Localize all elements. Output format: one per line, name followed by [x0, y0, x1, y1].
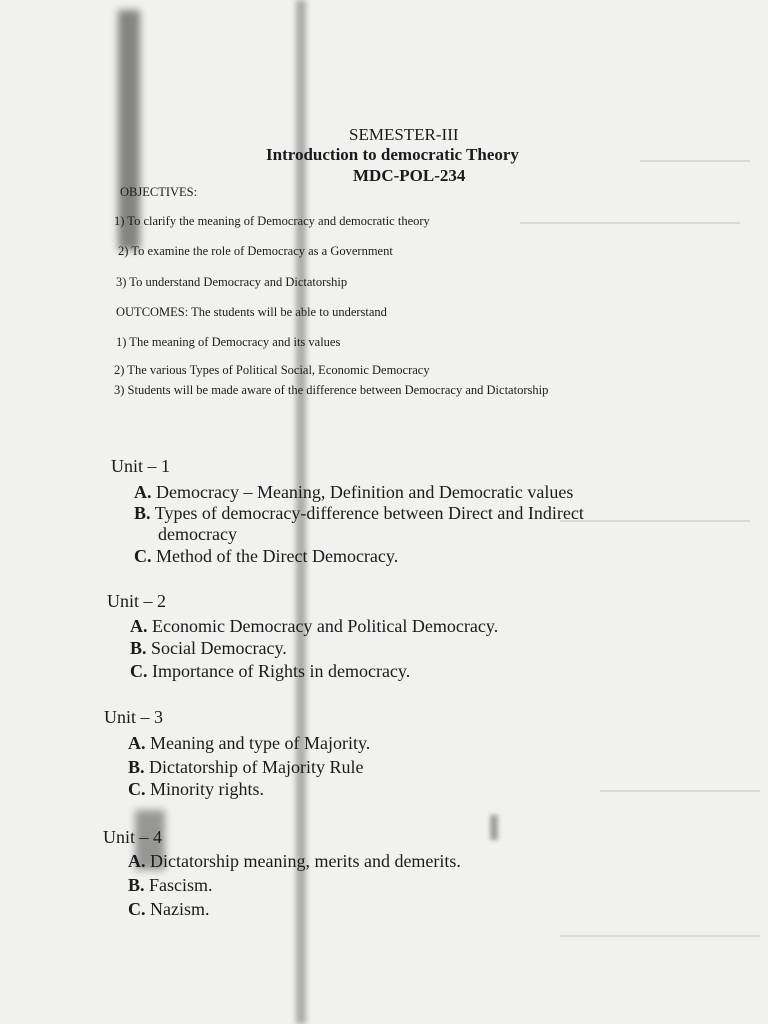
course-title: Introduction to democratic Theory — [266, 145, 519, 164]
unit-item — [128, 757, 363, 778]
item-letter: A. — [134, 482, 152, 502]
item-letter: C. — [130, 661, 148, 681]
objective-item: 3) To understand Democracy and Dictatorship — [116, 275, 348, 289]
item-letter: C. — [128, 779, 146, 799]
item-text: Minority rights. — [150, 779, 265, 799]
unit-item — [128, 875, 213, 896]
scan-streak — [560, 935, 760, 937]
objectives-heading: OBJECTIVES: — [120, 185, 198, 199]
objective-item: 2) To examine the role of Democracy as a Government — [118, 244, 393, 258]
scan-streak — [600, 790, 760, 792]
item-text: Importance of Rights in democracy. — [152, 661, 411, 681]
unit-title: Unit – 2 — [107, 591, 167, 611]
item-letter: B. — [128, 875, 145, 895]
item-text: Dictatorship of Majority Rule — [149, 757, 364, 777]
objective-item: 1) To clarify the meaning of Democracy and democratic theory — [114, 214, 430, 228]
unit-item — [134, 546, 398, 567]
outcome-item: 1) The meaning of Democracy and its values — [116, 335, 341, 349]
item-text: Economic Democracy and Political Democracy. — [152, 616, 499, 636]
unit-title: Unit – 1 — [111, 456, 171, 476]
unit-item — [128, 899, 209, 920]
item-text: Fascism. — [149, 875, 213, 895]
scan-streak — [560, 520, 750, 522]
item-text: Types of democracy-difference between Direct and Indirect — [154, 503, 584, 523]
unit-item — [128, 733, 370, 754]
unit-title: Unit – 3 — [104, 707, 164, 727]
unit-item-continuation: democracy — [158, 524, 237, 544]
item-letter: B. — [134, 503, 151, 523]
item-letter: A. — [128, 851, 146, 871]
unit-item — [134, 482, 573, 503]
item-letter: B. — [128, 757, 145, 777]
item-letter: C. — [134, 546, 152, 566]
unit-item — [130, 638, 287, 659]
scan-smudge-right — [490, 815, 498, 840]
outcomes-heading: OUTCOMES: The students will be able to understand — [116, 305, 387, 319]
item-letter: B. — [130, 638, 147, 658]
item-text: Social Democracy. — [151, 638, 287, 658]
semester-heading: SEMESTER-III — [349, 125, 459, 144]
unit-item — [130, 661, 410, 682]
item-letter: A. — [128, 733, 146, 753]
item-text: Nazism. — [150, 899, 210, 919]
unit-item — [128, 779, 264, 800]
outcome-item: 2) The various Types of Political Social, Economic Democracy — [114, 363, 430, 377]
course-code: MDC-POL-234 — [353, 166, 466, 185]
unit-item — [134, 503, 584, 524]
unit-title: Unit – 4 — [103, 827, 163, 847]
unit-item — [130, 616, 498, 637]
unit-item — [128, 851, 461, 872]
item-text: Democracy – Meaning, Definition and Democratic values — [156, 482, 574, 502]
item-text: Dictatorship meaning, merits and demerits. — [150, 851, 461, 871]
item-text: Meaning and type of Majority. — [150, 733, 371, 753]
item-letter: A. — [130, 616, 148, 636]
scan-streak — [520, 222, 740, 224]
item-letter: C. — [128, 899, 146, 919]
outcome-item: 3) Students will be made aware of the difference between Democracy and Dictatorship — [114, 383, 549, 397]
item-text: Method of the Direct Democracy. — [156, 546, 399, 566]
scan-streak — [640, 160, 750, 162]
